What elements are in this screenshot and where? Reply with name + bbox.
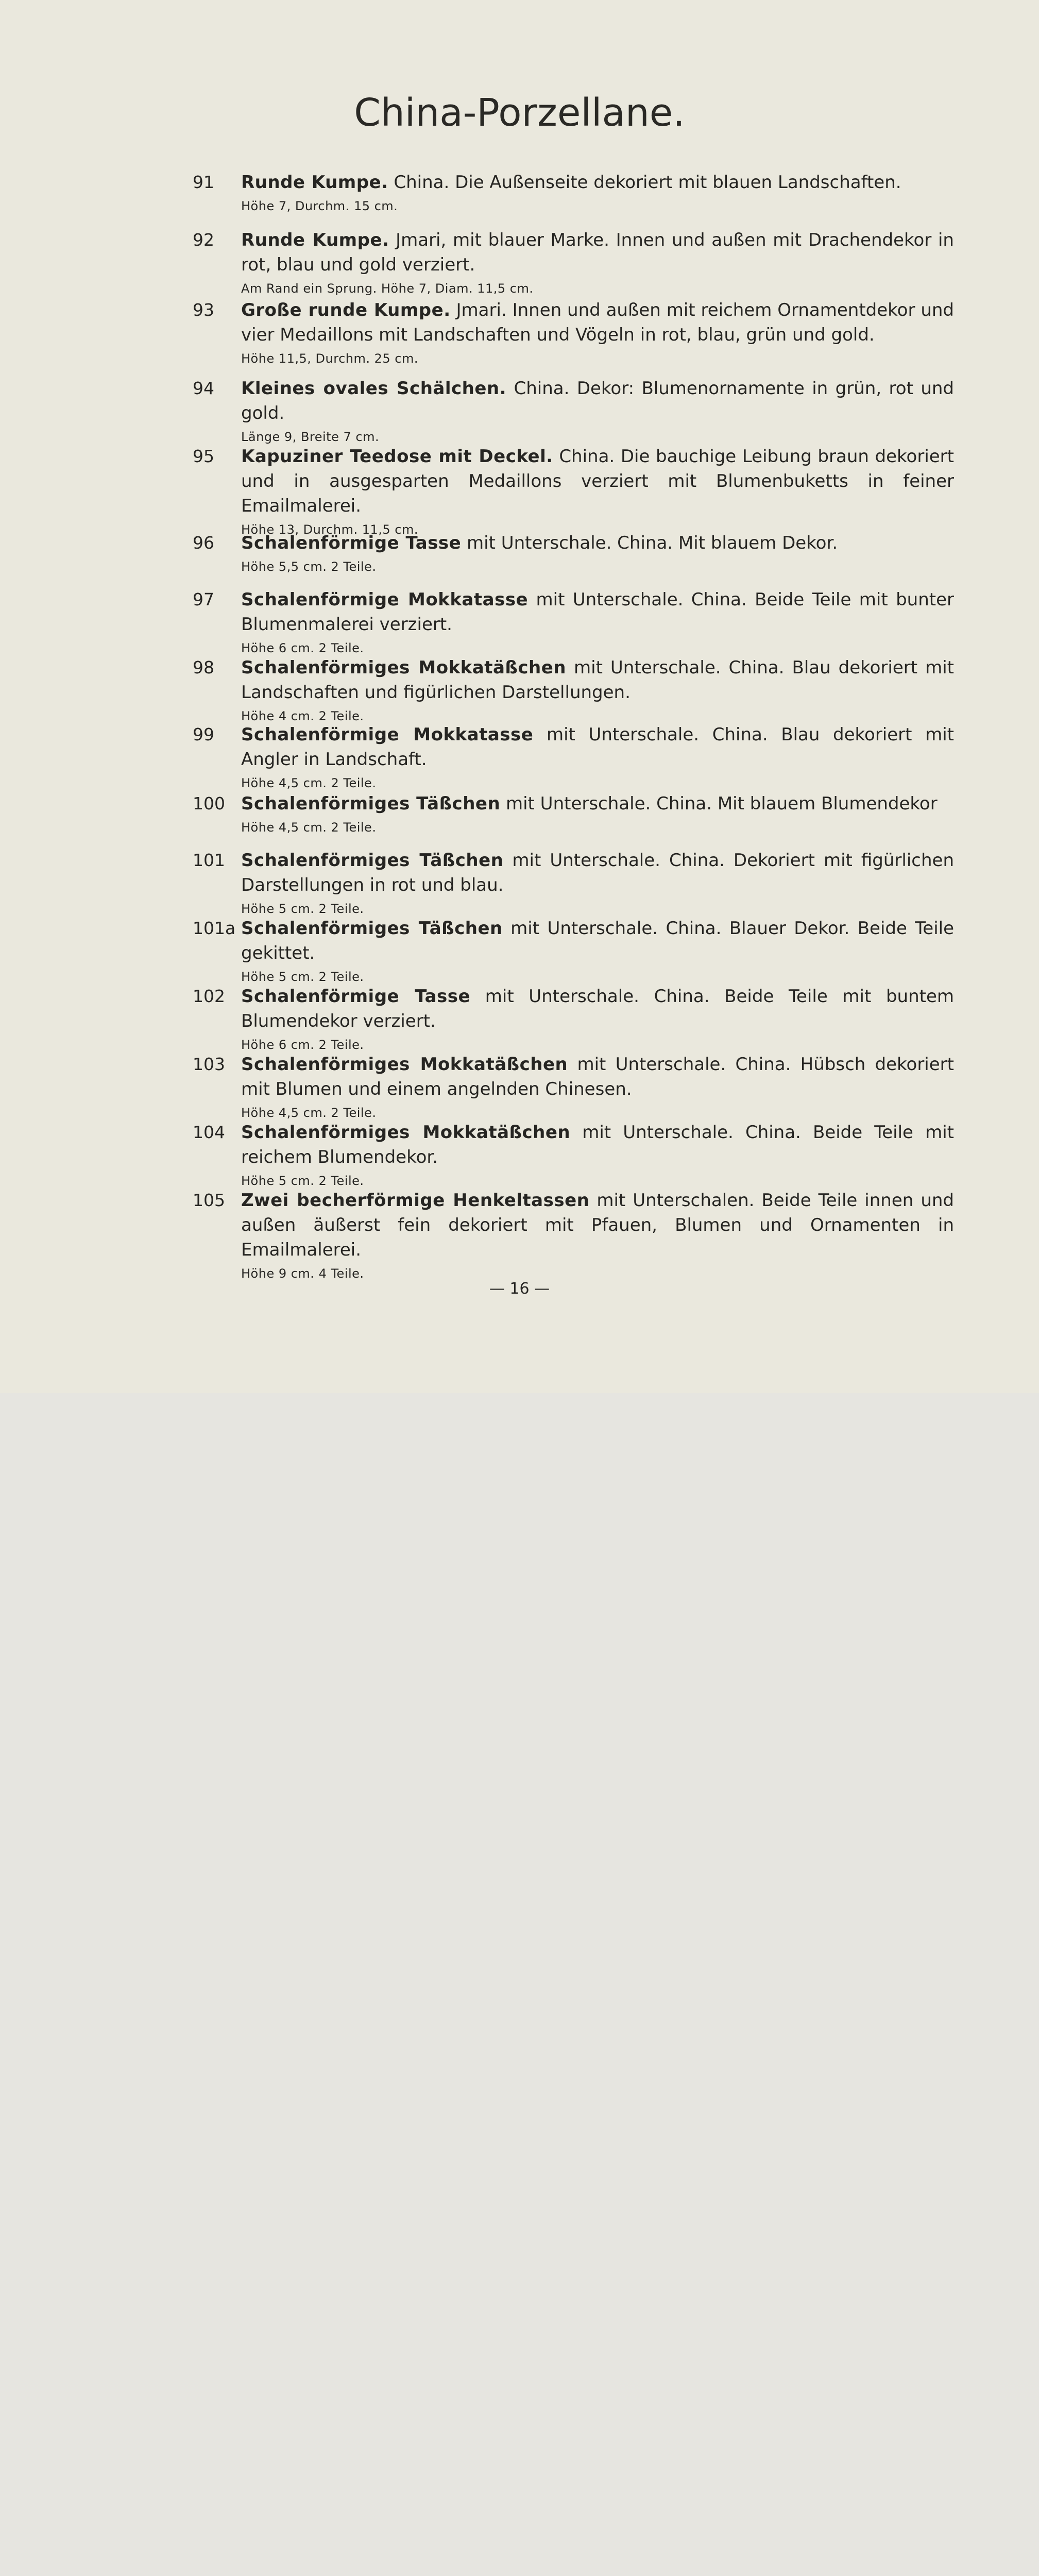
entry-number: 95 [193, 446, 214, 466]
entry-number: 101 [193, 850, 225, 870]
footer-bar [0, 1393, 1039, 1469]
page-title: China-Porzellane. [354, 91, 685, 135]
entry-dimensions: Höhe 4,5 cm. 2 Teile. [241, 820, 377, 835]
entry-heading: Schalenförmiges Mokkatäßchen [241, 1054, 568, 1075]
entry-dimensions: Höhe 5 cm. 2 Teile. [241, 1174, 364, 1188]
entry-body [241, 916, 954, 988]
entry-body [241, 722, 954, 794]
entry-dimensions: Höhe 5,5 cm. 2 Teile. [241, 560, 377, 574]
entry-body [241, 655, 954, 727]
entry-description: mit Unterschale. China. Beide Teile mit buntem Blumendekor verziert. [241, 986, 954, 1031]
entry-heading: Kapuziner Teedose mit Deckel. [241, 446, 553, 467]
entry-heading: Schalenförmiges Täßchen [241, 793, 501, 814]
entry-body [241, 444, 954, 541]
entry-body [241, 984, 954, 1056]
entry-description: mit Unterschale. China. Blau dekoriert mit Landschaften und figürlichen Darstellungen. [241, 657, 954, 703]
entry-dimensions: Höhe 7, Durchm. 15 cm. [241, 199, 398, 213]
entry-heading: Runde Kumpe. [241, 230, 389, 250]
entry-dimensions: Höhe 13, Durchm. 11,5 cm. [241, 522, 418, 537]
entry-body [241, 1188, 954, 1285]
entry-number: 101a [193, 918, 236, 938]
entry-description: mit Unterschale. China. Beide Teile mit bunter Blumenmalerei verziert. [241, 589, 954, 635]
entry-description: mit Unterschale. China. Mit blauem Dekor. [461, 533, 838, 553]
entry-body [241, 298, 954, 370]
entry-heading: Schalenförmiges Täßchen [241, 918, 503, 939]
entry-number: 92 [193, 230, 214, 250]
entry-heading: Schalenförmiges Mokkatäßchen [241, 1122, 571, 1143]
entry-number: 100 [193, 793, 225, 814]
entry-body [241, 791, 954, 839]
entry-heading: Schalenförmiges Mokkatäßchen [241, 657, 567, 678]
entry-dimensions: Höhe 11,5, Durchm. 25 cm. [241, 351, 418, 366]
entry-dimensions: Am Rand ein Sprung. Höhe 7, Diam. 11,5 cm. [241, 281, 534, 296]
entry-dimensions: Höhe 4 cm. 2 Teile. [241, 709, 364, 723]
entry-body [241, 1052, 954, 1124]
entry-description: mit Unterschale. China. Dekoriert mit figürlichen Darstellungen in rot und blau. [241, 850, 954, 895]
entry-body [241, 170, 954, 217]
entry-description: mit Unterschale. China. Beide Teile mit reichem Blumendekor. [241, 1122, 954, 1167]
entry-heading: Schalenförmige Mokkatasse [241, 724, 534, 745]
entry-heading: Schalenförmiges Täßchen [241, 850, 504, 871]
entry-heading: Runde Kumpe. [241, 172, 388, 193]
entry-body [241, 531, 954, 578]
entry-number: 105 [193, 1190, 225, 1210]
entry-description: mit Unterschale. China. Mit blauem Blumendekor [500, 793, 938, 814]
entry-description: China. Die Außenseite dekoriert mit blauen Landschaften. [388, 172, 901, 193]
entry-body [241, 376, 954, 448]
entry-body [241, 587, 954, 659]
entry-description: China. Dekor: Blumenornamente in grün, rot und gold. [241, 378, 955, 423]
entry-description: mit Unterschale. China. Blauer Dekor. Beide Teile gekittet. [241, 918, 955, 963]
entry-number: 102 [193, 986, 225, 1006]
entry-description: mit Unterschale. China. Blau dekoriert mit Angler in Landschaft. [241, 724, 954, 770]
entry-dimensions: Höhe 6 cm. 2 Teile. [241, 641, 364, 655]
entry-heading: Schalenförmige Tasse [241, 986, 471, 1007]
entry-number: 104 [193, 1122, 225, 1142]
entry-number: 91 [193, 172, 214, 192]
entry-dimensions: Höhe 5 cm. 2 Teile. [241, 902, 364, 916]
entry-dimensions: Höhe 4,5 cm. 2 Teile. [241, 776, 377, 790]
entry-number: 103 [193, 1054, 225, 1074]
entry-number: 97 [193, 589, 214, 609]
page-number: — 16 — [489, 1280, 550, 1298]
entry-number: 99 [193, 724, 214, 744]
entry-description: mit Unterschalen. Beide Teile innen und außen äußerst fein dekoriert mit Pfauen, Blumen und Ornamenten in Emailmalerei. [241, 1190, 954, 1260]
entry-heading: Kleines ovales Schälchen. [241, 378, 507, 399]
entry-description: Jmari. Innen und außen mit reichem Ornamentdekor und vier Medaillons mit Landschaften und Vögeln in rot, blau, grün und gold. [241, 300, 954, 345]
entry-dimensions: Länge 9, Breite 7 cm. [241, 430, 380, 444]
entry-heading: Zwei becherförmige Henkeltassen [241, 1190, 590, 1211]
entry-dimensions: Höhe 9 cm. 4 Teile. [241, 1266, 364, 1281]
entry-dimensions: Höhe 4,5 cm. 2 Teile. [241, 1106, 377, 1120]
entry-body [241, 228, 954, 300]
entry-dimensions: Höhe 6 cm. 2 Teile. [241, 1038, 364, 1052]
entry-description: mit Unterschale. China. Hübsch dekoriert mit Blumen und einem angelnden Chinesen. [241, 1054, 954, 1099]
entry-heading: Schalenförmige Mokkatasse [241, 589, 529, 610]
entry-number: 96 [193, 533, 214, 553]
entry-body [241, 1120, 954, 1192]
entry-number: 98 [193, 657, 214, 677]
entry-heading: Schalenförmige Tasse [241, 533, 462, 553]
entry-description: Jmari, mit blauer Marke. Innen und außen mit Drachendekor in rot, blau und gold verziert. [241, 230, 954, 275]
entry-number: 94 [193, 378, 214, 398]
entry-description: China. Die bauchige Leibung braun dekoriert und in ausgesparten Medaillons verziert mit Blumenbuketts in feiner Emailmalerei. [241, 446, 954, 516]
entry-heading: Große runde Kumpe. [241, 300, 451, 320]
entry-number: 93 [193, 300, 214, 320]
entry-body [241, 848, 954, 920]
entry-dimensions: Höhe 5 cm. 2 Teile. [241, 970, 364, 984]
